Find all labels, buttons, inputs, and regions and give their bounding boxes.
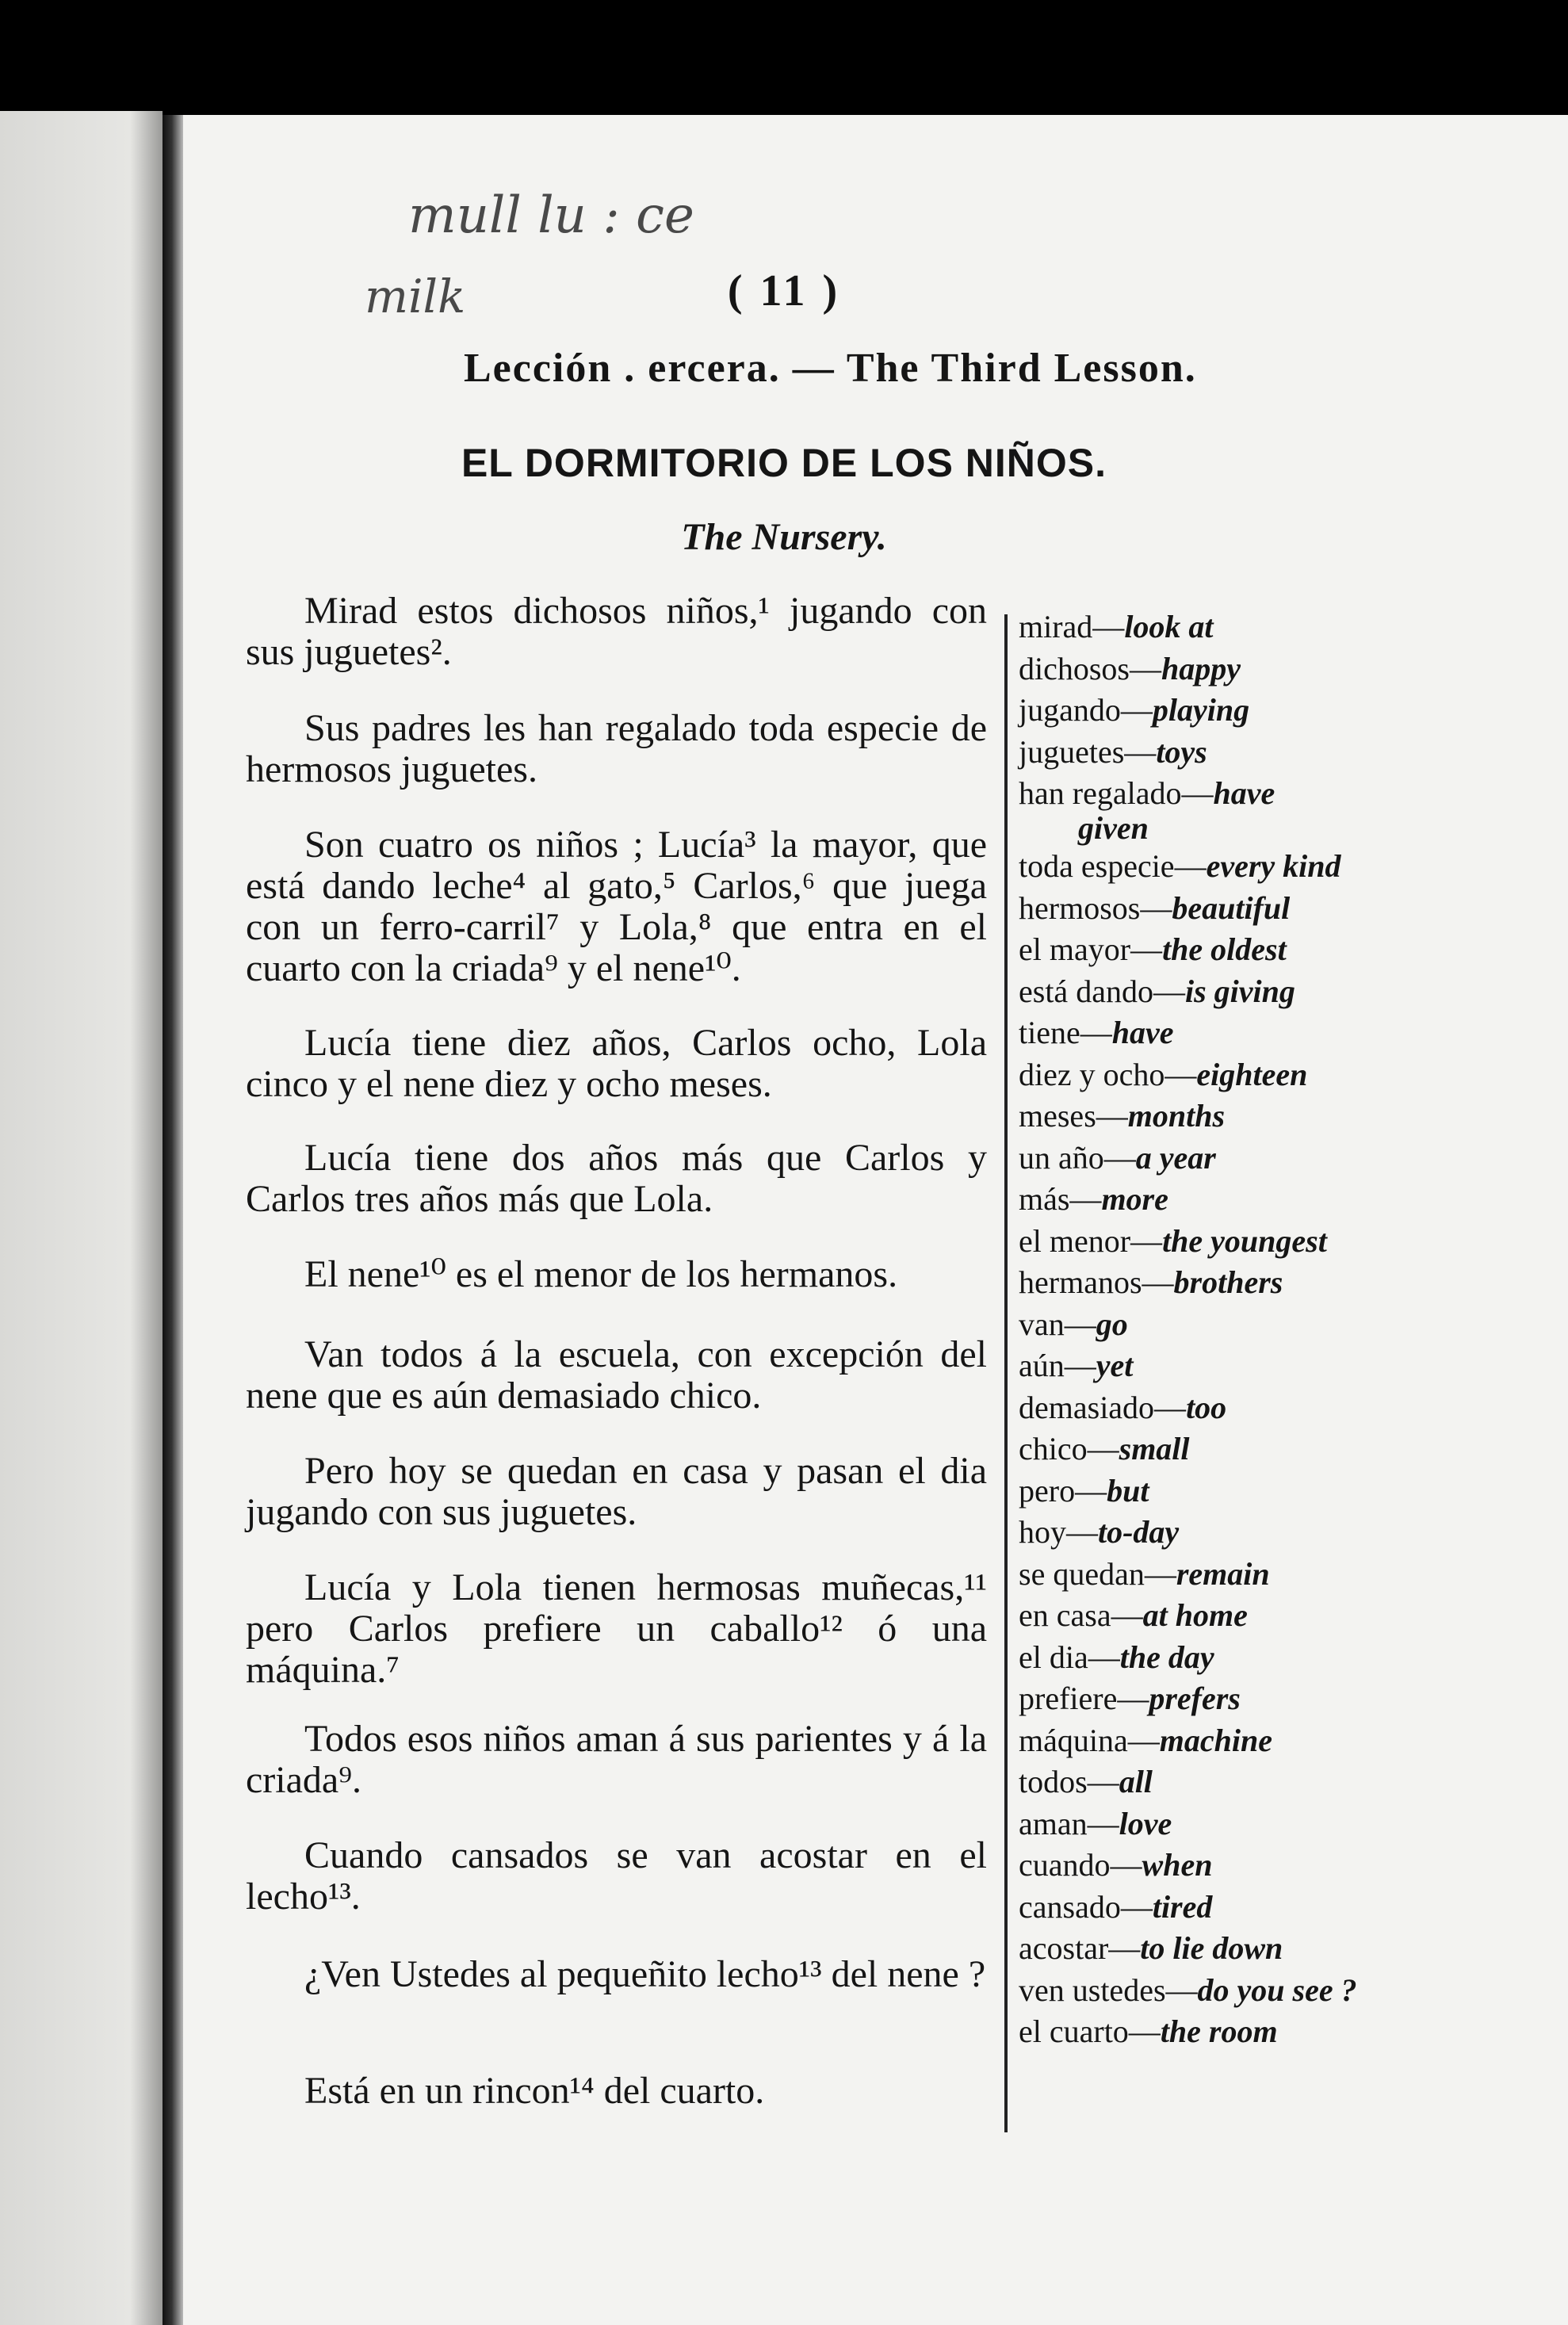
vocabulary-english: when <box>1142 1847 1213 1883</box>
vocabulary-english-continued: given <box>1078 810 1149 846</box>
paragraph-13: Está en un rincon¹⁴ del cuarto. <box>304 2070 765 2112</box>
vocabulary-item <box>1019 2011 1431 2053</box>
vocabulary-spanish: aún— <box>1019 1348 1096 1383</box>
vocabulary-item <box>1019 1928 1431 1970</box>
vocabulary-item <box>1019 1761 1431 1803</box>
vocabulary-item <box>1019 1512 1431 1554</box>
vocabulary-spanish: chico— <box>1019 1431 1119 1467</box>
vocabulary-item <box>1019 1428 1431 1470</box>
vocabulary-spanish: juguetes— <box>1019 733 1157 770</box>
vocabulary-english: remain <box>1176 1555 1270 1592</box>
vocabulary-english: look at <box>1124 609 1214 644</box>
vocabulary-spanish: toda especie— <box>1019 848 1207 884</box>
vocabulary-spanish: ven ustedes— <box>1019 1971 1198 2008</box>
vocabulary-english: toys <box>1156 733 1207 770</box>
vocabulary-english: every kind <box>1206 848 1341 884</box>
vocabulary-english: all <box>1119 1764 1153 1799</box>
vocabulary-english: months <box>1127 1098 1226 1134</box>
vocabulary-spanish: prefiere— <box>1019 1681 1149 1716</box>
handwritten-note-line2: milk <box>365 270 466 323</box>
lesson-title: EL DORMITORIO DE LOS NIÑOS. <box>461 441 1107 485</box>
vocabulary-spanish: mirad— <box>1019 609 1125 644</box>
vocabulary-item <box>1019 1970 1431 2012</box>
paragraph-7: Van todos á la escuela, con excepción del nene que es aún demasiado chico. <box>246 1333 987 1417</box>
paragraph-3: Son cuatro os niños ; Lucía³ la mayor, que está dando leche⁴ al gato,⁵ Carlos,⁶ que juega con un ferro-carril⁷ y Lola,⁸ que entra en el cuarto con la criada⁹ y el nene¹⁰. <box>246 824 987 989</box>
vocabulary-spanish: acostar— <box>1019 1930 1141 1966</box>
vocabulary-item <box>1019 888 1431 930</box>
paragraph-2: Sus padres les han regalado toda especie de hermosos juguetes. <box>246 707 987 790</box>
vocabulary-item <box>1019 1637 1431 1679</box>
vocabulary-english: have <box>1111 1015 1174 1050</box>
vocabulary-spanish: hermosos— <box>1019 889 1172 926</box>
vocabulary-item <box>1019 1595 1431 1637</box>
vocabulary-english: playing <box>1152 692 1250 728</box>
vocabulary-english: love <box>1119 1805 1172 1841</box>
paragraph-8: Pero hoy se quedan en casa y pasan el dia jugando con sus juguetes. <box>246 1450 987 1533</box>
paragraph-1: Mirad estos dichosos niños,¹ jugando con sus juguetes². <box>246 590 987 673</box>
vocabulary-spanish: el cuarto— <box>1019 2013 1161 2049</box>
vocabulary-spanish: han regalado— <box>1019 775 1214 811</box>
vocabulary-item <box>1019 1304 1431 1346</box>
vocabulary-item <box>1019 606 1431 648</box>
vocabulary-item <box>1019 1470 1431 1512</box>
vocabulary-item <box>1019 1262 1431 1304</box>
vocabulary-item <box>1019 732 1431 774</box>
vocabulary-spanish: en casa— <box>1019 1597 1143 1633</box>
vocabulary-item <box>1019 1720 1431 1762</box>
vocabulary-english: too <box>1186 1389 1227 1425</box>
vocabulary-item <box>1019 773 1431 846</box>
vocabulary-item <box>1019 846 1431 888</box>
vocabulary-item <box>1019 1221 1431 1263</box>
vocabulary-english: happy <box>1161 650 1241 686</box>
vocabulary-english: to lie down <box>1140 1930 1283 1966</box>
vocabulary-item <box>1019 1012 1431 1054</box>
vocabulary-spanish: el mayor— <box>1019 931 1163 967</box>
vocabulary-spanish: meses— <box>1019 1098 1128 1134</box>
vocabulary-spanish: el menor— <box>1019 1222 1163 1259</box>
vocabulary-spanish: diez y ocho— <box>1019 1056 1197 1092</box>
vocabulary-item <box>1019 1138 1431 1180</box>
vocabulary-item <box>1019 648 1431 690</box>
vocabulary-english: a year <box>1135 1139 1216 1176</box>
vocabulary-english: eighteen <box>1196 1056 1308 1092</box>
vocabulary-spanish: pero— <box>1019 1472 1107 1509</box>
vocabulary-spanish: dichosos— <box>1019 650 1161 686</box>
lesson-subtitle: The Nursery. <box>681 516 887 558</box>
column-divider <box>1004 614 1008 2132</box>
vocabulary-english: yet <box>1096 1348 1134 1383</box>
vocabulary-item <box>1019 690 1431 732</box>
handwritten-note-line1: mull lu : ce <box>408 186 694 245</box>
vocabulary-english: the youngest <box>1162 1222 1327 1259</box>
vocabulary-spanish: hermanos— <box>1019 1264 1174 1300</box>
paragraph-9: Lucía y Lola tienen hermosas muñecas,¹¹ pero Carlos prefiere un caballo¹² ó una máquina.⁷ <box>246 1566 987 1691</box>
vocabulary-item <box>1019 1096 1431 1138</box>
vocabulary-item <box>1019 1803 1431 1845</box>
vocabulary-english: have <box>1213 775 1275 811</box>
vocabulary-spanish: cansado— <box>1019 1888 1153 1925</box>
vocabulary-item <box>1019 971 1431 1013</box>
vocabulary-spanish: aman— <box>1019 1805 1119 1841</box>
vocabulary-english: prefers <box>1149 1681 1241 1716</box>
vocabulary-english: to-day <box>1098 1514 1180 1550</box>
vocabulary-spanish: todos— <box>1019 1764 1119 1799</box>
vocabulary-spanish: un año— <box>1019 1139 1136 1176</box>
vocabulary-item <box>1019 1554 1431 1596</box>
vocabulary-spanish: se quedan— <box>1019 1555 1176 1592</box>
paragraph-5: Lucía tiene dos años más que Carlos y Carlos tres años más que Lola. <box>246 1137 987 1220</box>
vocabulary-spanish: van— <box>1019 1306 1096 1342</box>
vocabulary-spanish: cuando— <box>1019 1847 1142 1883</box>
lesson-heading: Lección . ercera. — The Third Lesson. <box>464 346 1197 391</box>
vocabulary-english: beautiful <box>1172 889 1291 926</box>
vocabulary-spanish: tiene— <box>1019 1015 1112 1050</box>
vocabulary-spanish: más— <box>1019 1181 1102 1217</box>
paragraph-6: El nene¹⁰ es el menor de los hermanos. <box>304 1253 898 1295</box>
vocabulary-spanish: hoy— <box>1019 1514 1098 1550</box>
vocabulary-item <box>1019 1678 1431 1720</box>
vocabulary-item <box>1019 1345 1431 1387</box>
vocabulary-english: tired <box>1152 1888 1213 1925</box>
vocabulary-spanish: el dia— <box>1019 1639 1120 1675</box>
vocabulary-english: is giving <box>1184 973 1295 1009</box>
vocabulary-english: small <box>1119 1431 1190 1467</box>
vocabulary-english: machine <box>1159 1722 1272 1758</box>
vocabulary-english: the oldest <box>1162 931 1287 967</box>
paragraph-10: Todos esos niños aman á sus parientes y á la criada⁹. <box>246 1718 987 1801</box>
vocabulary-spanish: demasiado— <box>1019 1389 1187 1425</box>
vocabulary-english: at home <box>1142 1597 1248 1633</box>
vocabulary-item <box>1019 1845 1431 1887</box>
vocabulary-item <box>1019 1387 1431 1429</box>
vocabulary-english: go <box>1096 1306 1128 1342</box>
paragraph-11: Cuando cansados se van acostar en el lecho¹³. <box>246 1834 987 1918</box>
vocabulary-english: more <box>1101 1181 1168 1217</box>
vocabulary-item <box>1019 1179 1431 1221</box>
vocabulary-english: the room <box>1160 2013 1278 2049</box>
vocabulary-english: do you see ? <box>1197 1971 1357 2008</box>
vocabulary-english: the day <box>1119 1639 1214 1675</box>
paragraph-4: Lucía tiene diez años, Carlos ocho, Lola cinco y el nene diez y ocho meses. <box>246 1022 987 1105</box>
vocabulary-spanish: jugando— <box>1019 692 1153 728</box>
vocabulary-item <box>1019 1054 1431 1096</box>
vocabulary-item <box>1019 929 1431 971</box>
vocabulary-english: brothers <box>1173 1264 1283 1300</box>
vocabulary-list <box>1019 606 1431 2053</box>
vocabulary-item <box>1019 1887 1431 1929</box>
page-number: ( 11 ) <box>727 266 841 315</box>
vocabulary-spanish: máquina— <box>1019 1722 1160 1758</box>
vocabulary-english: but <box>1107 1472 1149 1509</box>
vocabulary-spanish: está dando— <box>1019 973 1185 1009</box>
paragraph-12: ¿Ven Ustedes al pequeñito lecho¹³ del nene ? <box>304 1953 986 1995</box>
